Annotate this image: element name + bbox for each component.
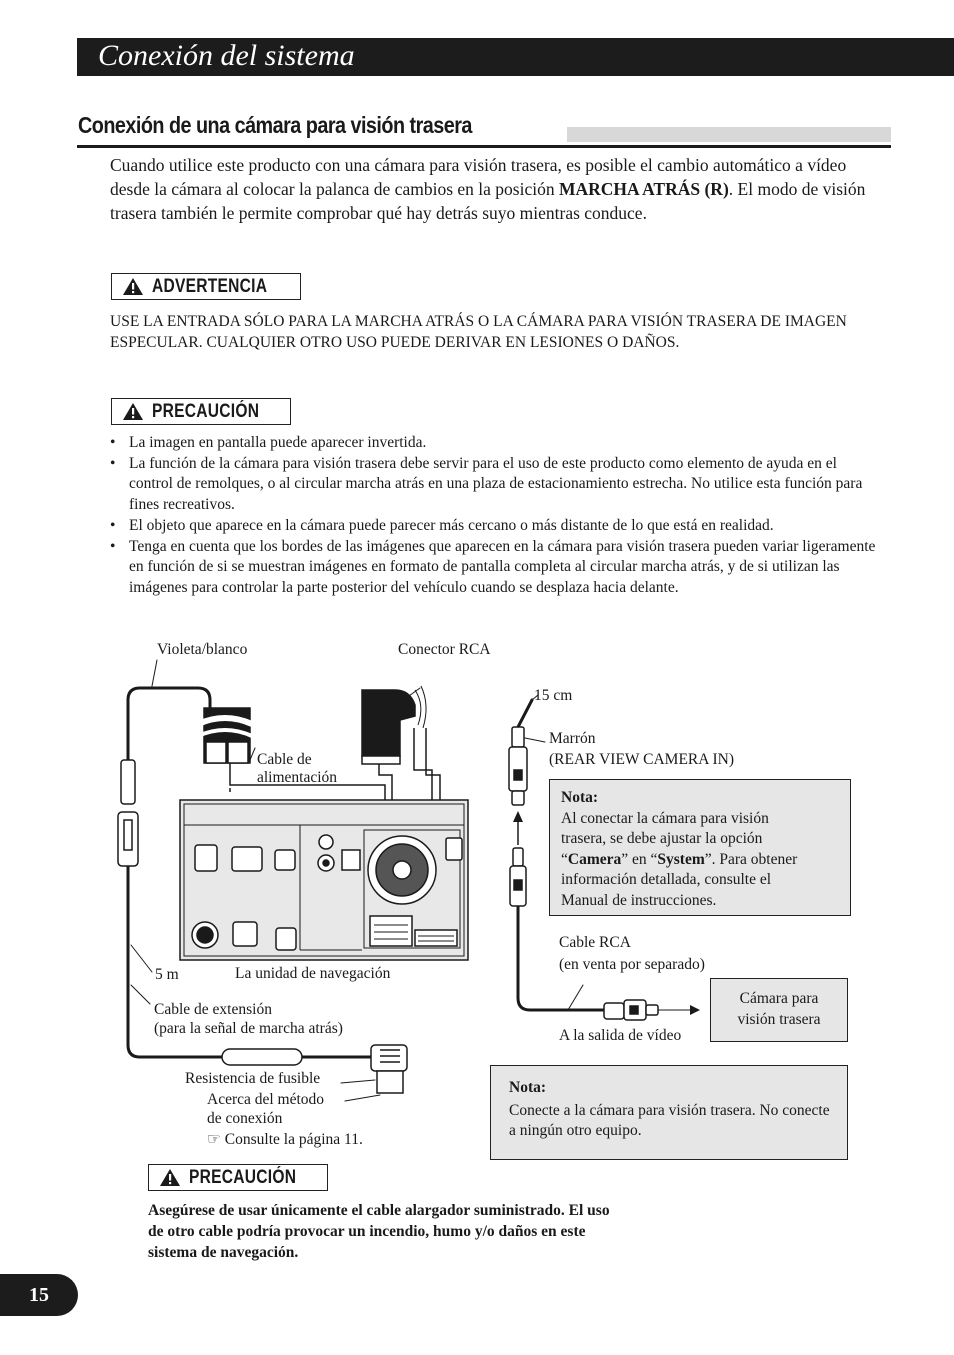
note-title: Nota: bbox=[561, 789, 599, 806]
intro-text-2: . El modo de visión trasera también le permite comprobar qué hay detrás suyo mientras conduce. bbox=[110, 179, 866, 223]
note-box-camera-setting bbox=[549, 779, 851, 916]
note-line: trasera, se debe ajustar la opción bbox=[561, 830, 763, 847]
camera-label-1: Cámara para bbox=[739, 990, 819, 1007]
note-title: Nota: bbox=[509, 1079, 547, 1096]
caution-bullet-list bbox=[110, 433, 880, 599]
label-cable-rca-1: Cable RCA bbox=[559, 934, 631, 951]
label-resistencia: Resistencia de fusible bbox=[185, 1070, 321, 1087]
camera-box bbox=[710, 978, 848, 1042]
label-acerca-2: de conexión bbox=[207, 1110, 283, 1127]
page-header-title: Conexión del sistema bbox=[98, 39, 355, 72]
label-salida-video: A la salida de vídeo bbox=[559, 1027, 682, 1044]
label-5m: 5 m bbox=[155, 966, 179, 983]
caution-bullet: • Tenga en cuenta que los bordes de las imágenes que aparecen en la cámara para visión trasera pueden variar ligeramente en función de si se muestran imágenes en formato de pantalla completa al circular marcha atrás, y de si utilizan las imágenes para controlar la parte posterior del vehículo cuando se desplaza hacia delante. bbox=[110, 537, 880, 599]
intro-text-1: Cuando utilice este producto con una cámara para visión trasera, es posible el cambio automático a vídeo desde la cámara al colocar la palanca de cambios en la posición bbox=[110, 155, 847, 199]
warning-label: ADVERTENCIA bbox=[152, 275, 268, 297]
warning-triangle-icon bbox=[159, 1168, 181, 1187]
label-cable-alimentacion-1: Cable de bbox=[257, 751, 312, 768]
pointing-hand-icon: ☞ bbox=[207, 1131, 221, 1148]
note-quote: “ bbox=[561, 850, 568, 868]
warning-triangle-icon bbox=[122, 402, 144, 421]
caution-label-box bbox=[111, 398, 291, 425]
note-line: información detallada, consulte el bbox=[561, 871, 772, 888]
label-violeta: Violeta/blanco bbox=[157, 641, 248, 658]
note-camera-bold: Camera bbox=[567, 850, 622, 868]
intro-paragraph bbox=[110, 153, 870, 225]
section-title: Conexión de una cámara para visión trasera bbox=[78, 112, 472, 138]
label-unidad: La unidad de navegación bbox=[235, 965, 391, 982]
note-system-bold: System bbox=[657, 850, 705, 868]
label-conector-rca: Conector RCA bbox=[398, 641, 491, 658]
label-marron: Marrón bbox=[549, 730, 596, 747]
note-quote: ” en “ bbox=[621, 850, 658, 868]
intro-bold: MARCHA ATRÁS (R) bbox=[558, 179, 729, 199]
label-acerca-1: Acerca del método bbox=[207, 1091, 325, 1108]
label-15cm: 15 cm bbox=[534, 687, 573, 704]
label-consulte bbox=[207, 1130, 363, 1149]
label-cable-extension-2: (para la señal de marcha atrás) bbox=[154, 1020, 343, 1037]
label-cable-rca-2: (en venta por separado) bbox=[559, 956, 705, 973]
label-consulte-text: Consulte la página 11. bbox=[224, 1131, 363, 1148]
warning-text: USE LA ENTRADA SÓLO PARA LA MARCHA ATRÁS O LA CÁMARA PARA VISIÓN TRASERA DE IMAGEN ESPECULAR. CUALQUIER OTRO USO PUEDE DERIVAR EN LESIONES O DAÑOS. bbox=[110, 313, 847, 351]
caution-label-box-2 bbox=[148, 1164, 328, 1191]
note-line: Manual de instrucciones. bbox=[561, 891, 717, 909]
label-cable-alimentacion-2: alimentación bbox=[257, 769, 338, 786]
note-line: Al conectar la cámara para visión bbox=[561, 809, 769, 827]
caution-label: PRECAUCIÓN bbox=[152, 400, 260, 422]
caution-bottom-text: Asegúrese de usar únicamente el cable alargador suministrado. El uso de otro cable podría provocar un incendio, humo y/o daños en este sistema de navegación. bbox=[148, 1202, 610, 1261]
label-rear-view: (REAR VIEW CAMERA IN) bbox=[549, 751, 734, 768]
note-box-connect bbox=[490, 1065, 848, 1160]
caution-bullet: • La imagen en pantalla puede aparecer invertida. bbox=[110, 433, 880, 454]
caution-label-2: PRECAUCIÓN bbox=[189, 1166, 297, 1188]
page-number: 15 bbox=[0, 1274, 78, 1316]
caution-bullet: • La función de la cámara para visión trasera debe servir para el uso de este producto como elemento de ayuda en el control de remolques, o al circular marcha atrás en una plaza de estacionamiento estrecha. No utilice esta función para fines recreativos. bbox=[110, 454, 880, 516]
warning-label-box bbox=[111, 273, 301, 300]
note-line-tail: ”. Para obtener bbox=[704, 850, 798, 868]
caution-bullet: • El objeto que aparece en la cámara puede parecer más cercano o más distante de lo que está en realidad. bbox=[110, 516, 880, 537]
camera-label-2: visión trasera bbox=[737, 1010, 821, 1028]
note-text: Conecte a la cámara para visión trasera. No conecte a ningún otro equipo. bbox=[509, 1101, 830, 1139]
label-cable-extension-1: Cable de extensión bbox=[154, 1001, 272, 1018]
note-line bbox=[561, 850, 850, 871]
warning-triangle-icon bbox=[122, 277, 144, 296]
